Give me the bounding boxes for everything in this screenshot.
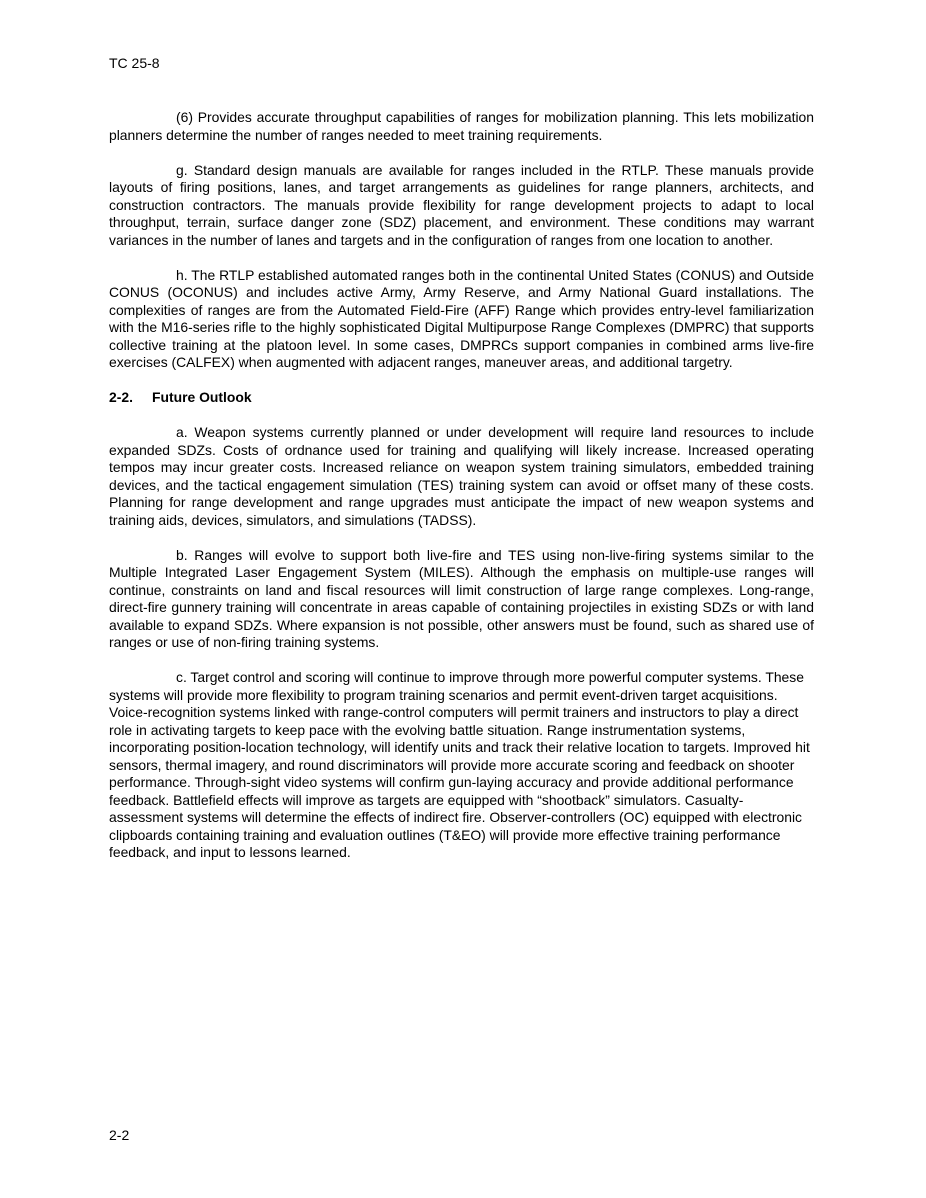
paragraph-c: c. Target control and scoring will continue to improve through more powerful computer systems. These systems will provide more flexibility to program training scenarios and permit event-driven target acquisitions. Voice-recognition systems linked with range-control computers will permit trainers and instructors to play a direct role in activating targets to keep pace with the evolving battle situation. Range instrumentation systems, incorporating position-location technology, will identify units and track their relative location to targets. Improved hit sensors, thermal imagery, and round discriminators will provide more accurate scoring and feedback on shooter performance. Through-sight video systems will confirm gun-laying accuracy and provide additional performance feedback. Battlefield effects will improve as targets are equipped with “shootback” simulators. Casualty-assessment systems will determine the effects of indirect fire. Observer-controllers (OC) equipped with electronic clipboards containing training and evaluation outlines (T&EO) will provide more effective training performance feedback, and input to lessons learned. xyxy=(109,669,810,860)
paragraph-a: a. Weapon systems currently planned or under development will require land resources to include expanded SDZs. Costs of ordnance used for training and qualifying will likely increase. Increased operating tempos may incur greater costs. Increased reliance on weapon system training simulators, embedded training devices, and the tactical engagement simulation (TES) training system can avoid or offset many of these costs. Planning for range development and range upgrades must anticipate the impact of new weapon systems and training aids, devices, simulators, and simulations (TADSS). xyxy=(109,424,814,528)
paragraph-h: h. The RTLP established automated ranges both in the continental United States (CONUS) and Outside CONUS (OCONUS) and includes active Army, Army Reserve, and Army National Guard installations. The complexities of ranges are from the Automated Field-Fire (AFF) Range which provides entry-level familiarization with the M16-series rifle to the highly sophisticated Digital Multipurpose Range Complexes (DMPRC) that supports collective training at the platoon level. In some cases, DMPRCs support companies in combined arms live-fire exercises (CALFEX) when augmented with adjacent ranges, maneuver areas, and additional targetry. xyxy=(109,266,814,370)
page-number: 2-2 xyxy=(109,1127,130,1143)
section-heading xyxy=(109,389,814,407)
page-body xyxy=(109,109,814,879)
section-title: Future Outlook xyxy=(152,389,252,405)
paragraph-b: b. Ranges will evolve to support both live-fire and TES using non-live-firing systems similar to the Multiple Integrated Laser Engagement System (MILES). Although the emphasis on multiple-use ranges will continue, constraints on land and fiscal resources will limit construction of large range complexes. Long-range, direct-fire gunnery training will concentrate in areas capable of containing projectiles in existing SDZs or with land available to expand SDZs. Where expansion is not possible, other answers must be found, such as shared use of ranges or use of non-firing training systems. xyxy=(109,546,814,650)
paragraph-6: (6) Provides accurate throughput capabilities of ranges for mobilization planning. This lets mobilization planners determine the number of ranges needed to meet training requirements. xyxy=(109,109,814,143)
running-header: TC 25-8 xyxy=(109,55,160,71)
paragraph-g: g. Standard design manuals are available for ranges included in the RTLP. These manuals provide layouts of firing positions, lanes, and target arrangements as guidelines for range planners, architects, and construction contractors. The manuals provide flexibility for range development projects to adapt to local throughput, terrain, surface danger zone (SDZ) placement, and environment. These conditions may warrant variances in the number of lanes and targets and in the configuration of ranges from one location to another. xyxy=(109,161,814,248)
section-number: 2-2. xyxy=(109,389,133,405)
